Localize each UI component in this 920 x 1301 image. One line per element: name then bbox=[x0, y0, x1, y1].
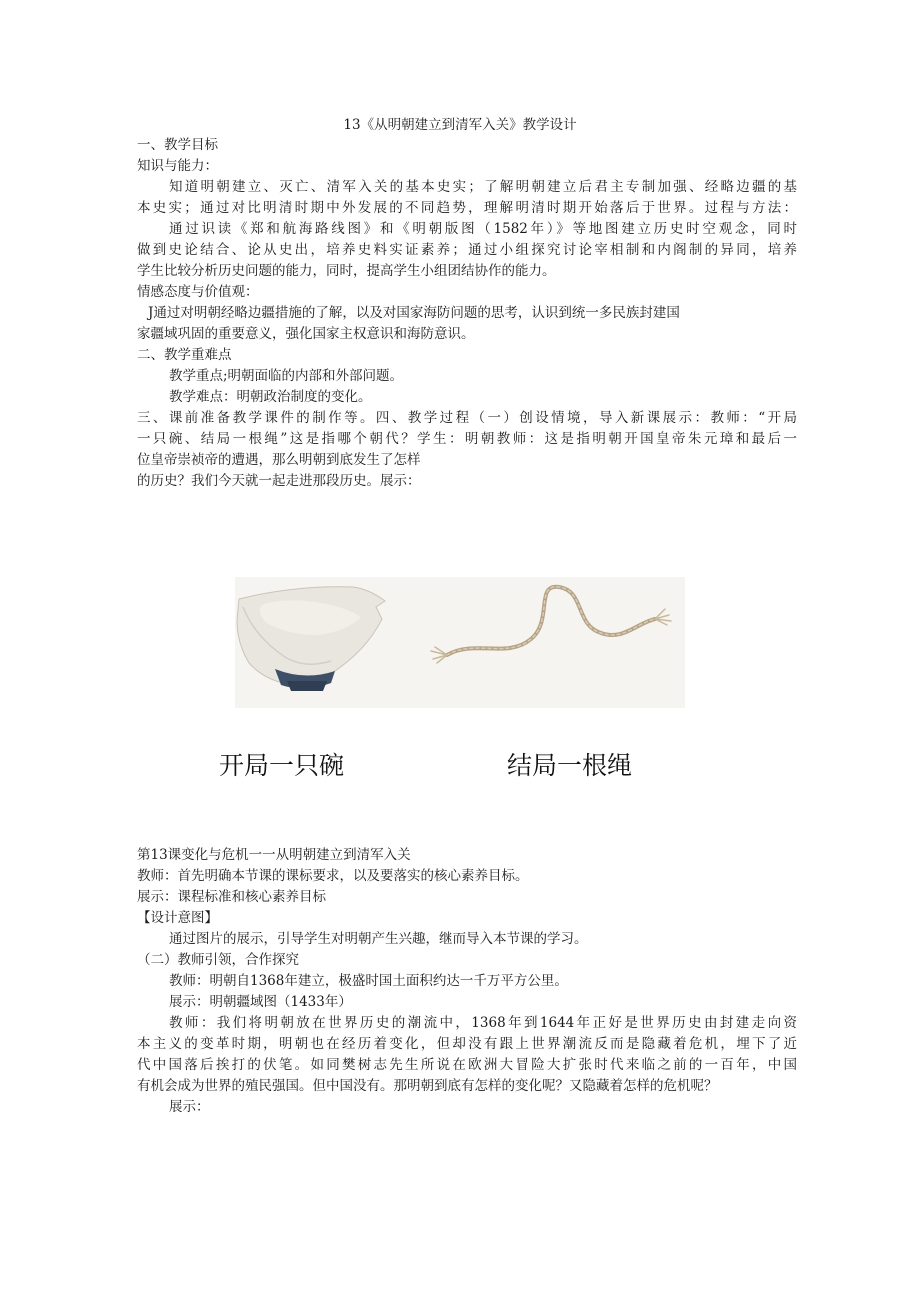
paragraph-line: 本主义的变革时期，明朝也在经历着变化，但却没有跟上世界潮流反而是隐藏着危机，埋下了近 bbox=[137, 1036, 797, 1052]
paragraph-line: 一只碗、结局一根绳”这是指哪个朝代？学生：明朝教师：这是指明朝开国皇帝朱元璋和最后一 bbox=[137, 431, 797, 447]
bowl-and-rope-image bbox=[235, 577, 685, 708]
difficult-point-line: 教学难点：明朝政治制度的变化。 bbox=[169, 389, 372, 405]
paragraph-line: 做到史论结合、论从史出，培养史料实证素养；通过小组探究讨论宰相制和内阁制的异同，培养 bbox=[137, 242, 797, 258]
paragraph-line: 展示：课程标准和核心素养目标 bbox=[137, 889, 326, 905]
paragraph-line: 有机会成为世界的殖民强国。但中国没有。那明朝到底有怎样的变化呢？又隐藏着怎样的危机呢？ bbox=[137, 1078, 718, 1094]
paragraph-line: 教师：明朝自1368年建立，极盛时国土面积约达一千万平方公里。 bbox=[169, 973, 568, 989]
caption-start-bowl: 开局一只碗 bbox=[219, 751, 345, 780]
lesson-title-line: 第13课变化与危机一一从明朝建立到清军入关 bbox=[137, 847, 411, 863]
paragraph-line: 代中国落后挨打的伏笔。如同樊树志先生所说在欧洲大冒险大扩张时代来临之前的一百年，中国 bbox=[137, 1057, 797, 1073]
paragraph-line: 教师：首先明确本节课的课标要求，以及要落实的核心素养目标。 bbox=[137, 868, 529, 884]
paragraph-line: J通过对明朝经略边疆措施的了解，以及对国家海防问题的思考，认识到统一多民族封建国 bbox=[148, 305, 680, 321]
paragraph-line: 学生比较分析历史问题的能力，同时，提高学生小组团结协作的能力。 bbox=[137, 263, 556, 279]
paragraph-line: 展示：明朝疆域图（1433年） bbox=[169, 994, 352, 1010]
subheading-knowledge: 知识与能力： bbox=[137, 158, 218, 174]
paragraph-line: 教师：我们将明朝放在世界历史的潮流中，1368年到1644年正好是世界历史由封建走向资 bbox=[169, 1015, 797, 1031]
paragraph-line: 的历史？我们今天就一起走进那段历史。展示： bbox=[137, 473, 421, 489]
broken-bowl-illustration bbox=[237, 587, 385, 691]
paragraph-line: 知道明朝建立、灭亡、清军入关的基本史实；了解明朝建立后君主专制加强、经略边疆的基 bbox=[169, 179, 797, 195]
section-heading-key-points: 二、教学重难点 bbox=[137, 347, 232, 363]
design-intent-heading: 【设计意图】 bbox=[137, 910, 218, 926]
paragraph-line: 位皇帝崇祯帝的遭遇，那么明朝到底发生了怎样 bbox=[137, 452, 421, 468]
paragraph-line: 本史实；通过对比明清时期中外发展的不同趋势，理解明清时期开始落后于世界。过程与方法： bbox=[137, 200, 797, 216]
paragraph-line: 家疆域巩固的重要意义，强化国家主权意识和海防意识。 bbox=[137, 326, 475, 342]
key-point-line: 教学重点;明朝面临的内部和外部问题。 bbox=[169, 368, 404, 384]
paragraph-line: 通过图片的展示，引导学生对明朝产生兴趣，继而导入本节课的学习。 bbox=[169, 931, 588, 947]
rope-illustration bbox=[431, 587, 671, 663]
document-title: 13《从明朝建立到清军入关》教学设计 bbox=[343, 117, 577, 133]
paragraph-line: 通过识读《郑和航海路线图》和《明朝版图（1582年）》等地图建立历史时空观念，同时 bbox=[169, 221, 797, 237]
caption-end-rope: 结局一根绳 bbox=[507, 751, 633, 780]
paragraph-line: 展示： bbox=[169, 1099, 210, 1115]
paragraph-line: 三、课前准备教学课件的制作等。四、教学过程（一）创设情境，导入新课展示：教师：“开局 bbox=[137, 410, 797, 426]
subheading-attitude: 情感态度与价值观： bbox=[137, 284, 259, 300]
section-heading-part-two: （二）教师引领，合作探究 bbox=[137, 952, 299, 968]
section-heading-objectives: 一、教学目标 bbox=[137, 137, 218, 153]
